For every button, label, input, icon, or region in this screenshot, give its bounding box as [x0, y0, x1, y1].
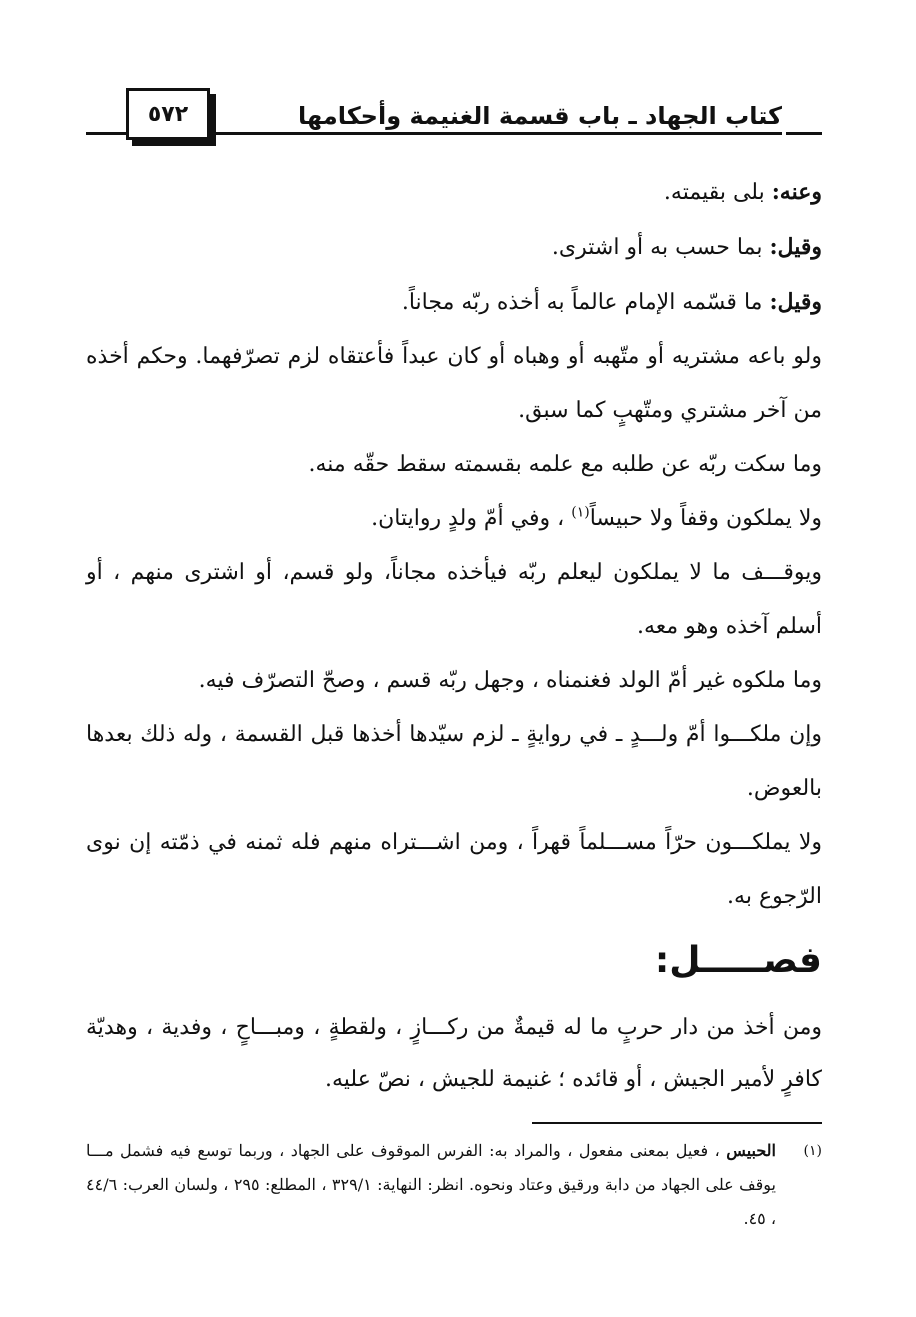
paragraph-text: وما سكت ربّه عن طلبه مع علمه بقسمته سقط حقّه منه.	[308, 452, 822, 477]
paragraph	[86, 546, 822, 654]
running-title: كتاب الجهاد ـ باب قسمة الغنيمة وأحكامها	[298, 102, 782, 135]
section-heading: فصـــــل:	[654, 940, 822, 981]
paragraph	[86, 330, 822, 438]
paragraph-text: بما حسب به أو اشترى.	[551, 235, 770, 260]
paragraph	[86, 220, 822, 275]
paragraph	[86, 816, 822, 924]
paragraph	[86, 708, 822, 816]
paragraph	[86, 165, 822, 220]
footnote-reference[interactable]: (١)	[571, 504, 590, 521]
paragraph-text: بلى بقيمته.	[663, 180, 772, 205]
page-header	[86, 88, 822, 148]
main-text	[86, 165, 822, 924]
paragraph	[86, 654, 822, 708]
header-rule	[212, 132, 302, 135]
footnote-body: ، فعيل بمعنى مفعول ، والمراد به: الفرس الموقوف على الجهاد ، وربما توسع فيه فشمل مـــا يوقف على الجهاد من دابة ورقيق وعتاد ونحوه. انظر: النهاية: ٣٢٩/١ ، المطلع: ٢٩٥ ، ولسان العرب: ٤٤/٦ ، ٤٥.	[86, 1141, 777, 1228]
paragraph-text: ولو باعه مشتريه أو متّهبه أو وهباه أو كان عبداً فأعتقاه لزم تصرّفهما. وحكم أخذه من آخر مشتري ومتّهبٍ كما سبق.	[86, 344, 822, 423]
header-rule	[786, 132, 822, 135]
paragraph-text: ، وفي أمّ ولدٍ روايتان.	[371, 506, 572, 531]
paragraph	[86, 438, 822, 492]
paragraph-text: وإن ملكـــوا أمّ ولـــدٍ ـ في روايةٍ ـ لزم سيّدها أخذها قبل القسمة ، وله ذلك بعدها بالعوض.	[86, 722, 822, 801]
paragraph-lead: وقيل:	[769, 234, 822, 260]
paragraph-lead: وعنه:	[771, 179, 822, 205]
paragraph-lead: وقيل:	[769, 289, 822, 315]
page-number: ٥٧٢	[126, 88, 210, 140]
footnote-marker: (١)	[803, 1143, 822, 1159]
footnote-lead: الحبيس	[726, 1141, 776, 1160]
paragraph-text: ويوقـــف ما لا يملكون ليعلم ربّه فيأخذه مجاناً، ولو قسم، أو اشترى منهم ، أو أسلم آخذه وهو معه.	[86, 560, 822, 639]
paragraph	[86, 275, 822, 330]
paragraph-text: ما قسّمه الإمام عالماً به أخذه ربّه مجاناً.	[401, 290, 770, 315]
paragraph-text: ولا يملكون وقفاً ولا حبيساً	[589, 506, 822, 531]
paragraph	[86, 492, 822, 546]
header-rule	[86, 132, 126, 135]
paragraph-text: وما ملكوه غير أمّ الولد فغنمناه ، وجهل ربّه قسم ، وصحّ التصرّف فيه.	[198, 668, 822, 693]
footnote-separator	[532, 1122, 822, 1124]
paragraph-text: ولا يملكـــون حرّاً مســـلماً قهراً ، ومن اشـــتراه منهم فله ثمنه في ذمّته إن نوى الرّجوع به.	[86, 830, 822, 909]
footnote	[86, 1134, 822, 1236]
paragraph: ومن أخذ من دار حربٍ ما له قيمةٌ من ركـــازٍ ، ولقطةٍ ، ومبـــاحٍ ، وفدية ، وهديّة كافرٍ لأمير الجيش ، أو قائده ؛ غنيمة للجيش ، نصّ عليه.	[86, 1015, 822, 1092]
section-text	[86, 1002, 822, 1106]
footnote-text	[86, 1134, 776, 1236]
